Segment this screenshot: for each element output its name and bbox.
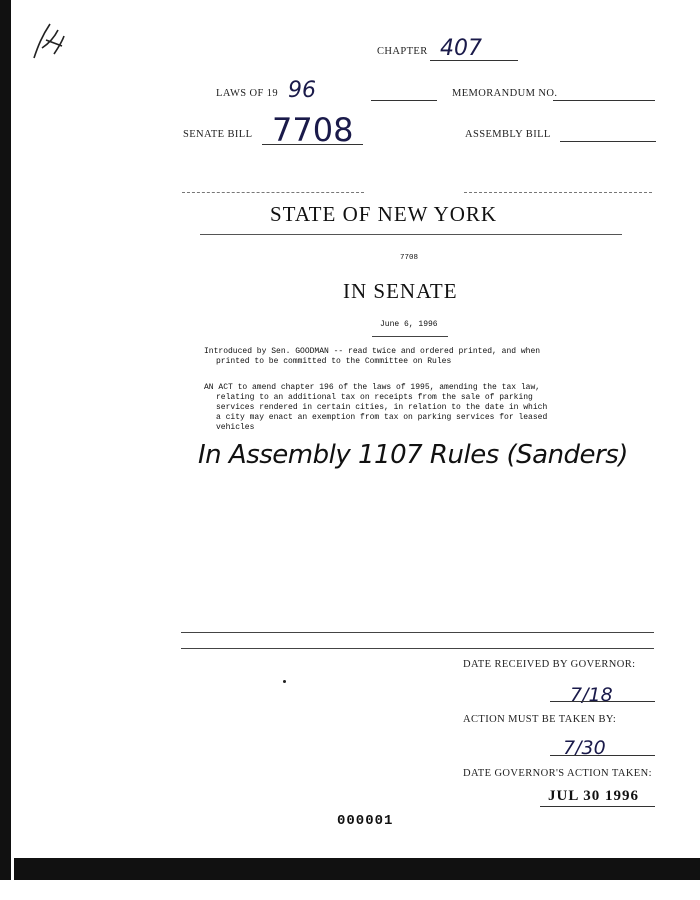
date-received-label: DATE RECEIVED BY GOVERNOR: [463,659,636,670]
action-by-underline [550,755,655,756]
laws-underline [371,100,437,101]
memorandum-underline [553,100,655,101]
handwritten-assembly-note: In Assembly 1107 Rules (Sanders) [198,440,628,470]
assembly-bill-label: ASSEMBLY BILL [465,129,551,140]
separator-left [182,192,364,193]
state-title: STATE OF NEW YORK [270,202,498,226]
date-received-underline [550,701,655,702]
assembly-bill-underline [560,141,656,142]
action-by-label: ACTION MUST BE TAKEN BY: [463,714,617,725]
act-line-3: services rendered in certain cities, in relation to the date in which [216,403,548,412]
senate-bill-label: SENATE BILL [183,129,253,140]
act-line-1: AN ACT to amend chapter 196 of the laws of 1995, amending the tax law, [204,383,541,392]
introduced-line-1: Introduced by Sen. GOODMAN -- read twice and ordered printed, and when [204,347,541,356]
chapter-value: 407 [440,36,482,61]
bill-date: June 6, 1996 [380,320,438,329]
scan-speck [283,680,286,683]
chapter-underline [430,60,518,61]
scan-bottom-bar [14,858,700,880]
action-by-value: 7/30 [563,737,606,759]
page-number: 000001 [337,813,394,829]
separator-right [464,192,652,193]
act-line-5: vehicles [216,423,255,432]
senate-bill-value: 7708 [272,111,354,149]
house-heading: IN SENATE [343,279,458,303]
action-taken-label: DATE GOVERNOR'S ACTION TAKEN: [463,768,652,779]
date-rule [372,336,448,337]
laws-label: LAWS OF 19 [216,88,279,99]
action-taken-underline [540,806,655,807]
laws-value: 96 [288,78,316,103]
chapter-label: CHAPTER [377,46,428,57]
act-line-4: a city may enact an exemption from tax on parking services for leased [216,413,548,422]
scan-edge-bar [0,0,11,880]
act-line-2: relating to an additional tax on receipts from the sale of parking [216,393,533,402]
introduced-line-2: printed to be committed to the Committee on Rules [216,357,452,366]
action-taken-stamp: JUL 30 1996 [548,788,640,804]
memorandum-label: MEMORANDUM NO. [452,88,558,99]
lower-rule-1 [181,632,654,633]
initials-mark [28,18,68,62]
lower-rule-2 [181,648,654,649]
title-rule [200,234,622,235]
senate-bill-underline [262,144,363,145]
bill-number: 7708 [400,254,419,262]
date-received-value: 7/18 [570,684,613,706]
